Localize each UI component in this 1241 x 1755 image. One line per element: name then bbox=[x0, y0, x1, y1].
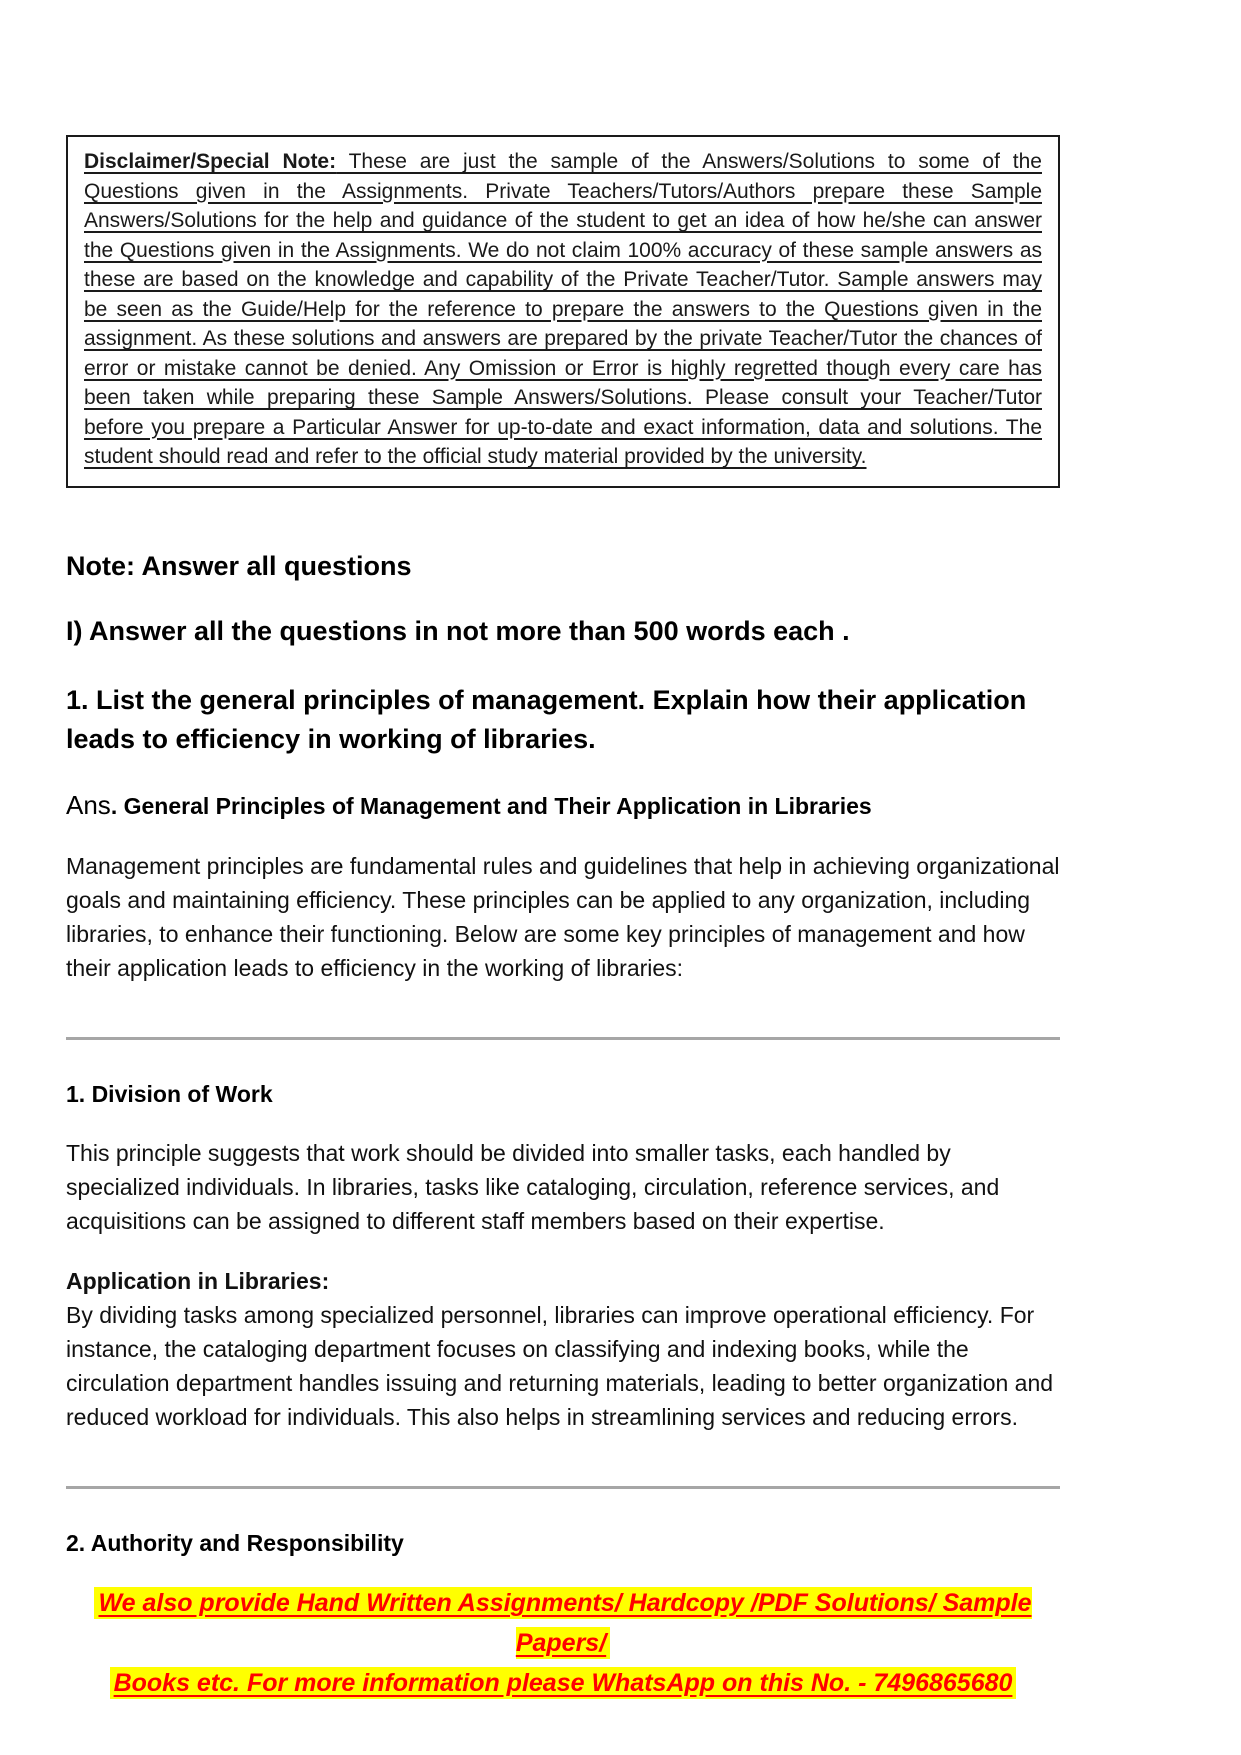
question-1-heading: 1. List the general principles of management. Explain how their application leads to efficiency in working of libraries. bbox=[66, 685, 1027, 755]
disclaimer-body: These are just the sample of the Answers/Solutions to some of the Questions given in the Assignments. Private Teachers/Tutors/Authors prepare these Sample Answers/Solutions for the help and guidance of the student to get an idea of how he/she can answer the Questions given in the Assignments. We do not claim 100% accuracy of these sample answers as these are based on the knowledge and capability of the Private Teacher/Tutor. Sample answers may be seen as the Guide/Help for the reference to prepare the answers to the Questions given in the assignment. As these solutions and answers are prepared by the private Teacher/Tutor the chances of error or mistake cannot be denied. Any Omission or Error is highly regretted though every care has been taken while preparing these Sample Answers/Solutions. Please consult your Teacher/Tutor before you prepare a Particular Answer for up-to-date and exact information, data and solutions. The student should read and refer to the official study material provided by the university. bbox=[84, 150, 1042, 468]
footer-promo-line-2: Books etc. For more information please WhatsApp on this No. - 7496865680 bbox=[110, 1667, 1017, 1699]
section-divider-2 bbox=[66, 1486, 1060, 1489]
note-heading: Note: Answer all questions bbox=[66, 550, 412, 581]
disclaimer-box bbox=[66, 135, 1060, 488]
answer-title: . General Principles of Management and Their Application in Libraries bbox=[110, 793, 872, 820]
principle-1-body: This principle suggests that work should be divided into smaller tasks, each handled by specialized individuals. In libraries, tasks like cataloging, circulation, reference services, and acquisitions can be assigned to different staff members based on their expertise. bbox=[66, 1139, 1000, 1234]
application-in-libraries-text: By dividing tasks among specialized personnel, libraries can improve operational efficiency. For instance, the cataloging department focuses on classifying and indexing books, while the circulation department handles issuing and returning materials, leading to better organization and reduced workload for individuals. This also helps in streamlining services and reducing errors. bbox=[66, 1301, 1054, 1430]
disclaimer-label: Disclaimer/Special Note: bbox=[84, 150, 337, 173]
intro-paragraph: Management principles are fundamental rules and guidelines that help in achieving organizational goals and maintaining efficiency. These principles can be applied to any organization, including libraries, to enhance their functioning. Below are some key principles of management and how their application leads to efficiency in the working of libraries: bbox=[66, 853, 1060, 982]
principle-2-heading: 2. Authority and Responsibility bbox=[66, 1529, 404, 1556]
principle-1-heading: 1. Division of Work bbox=[66, 1081, 273, 1108]
answer-label: Ans bbox=[66, 790, 111, 821]
footer-promo-line-1: We also provide Hand Written Assignments/ Hardcopy /PDF Solutions/ Sample Papers/ bbox=[94, 1587, 1031, 1659]
answer-heading bbox=[66, 789, 1060, 823]
application-in-libraries-label: Application in Libraries: bbox=[66, 1267, 330, 1294]
section-instruction-heading: I) Answer all the questions in not more than 500 words each . bbox=[66, 616, 850, 647]
section-divider-1 bbox=[66, 1037, 1060, 1040]
disclaimer-text bbox=[84, 147, 1042, 472]
principle-1-application bbox=[66, 1264, 1060, 1434]
footer-promo bbox=[66, 1583, 1060, 1703]
